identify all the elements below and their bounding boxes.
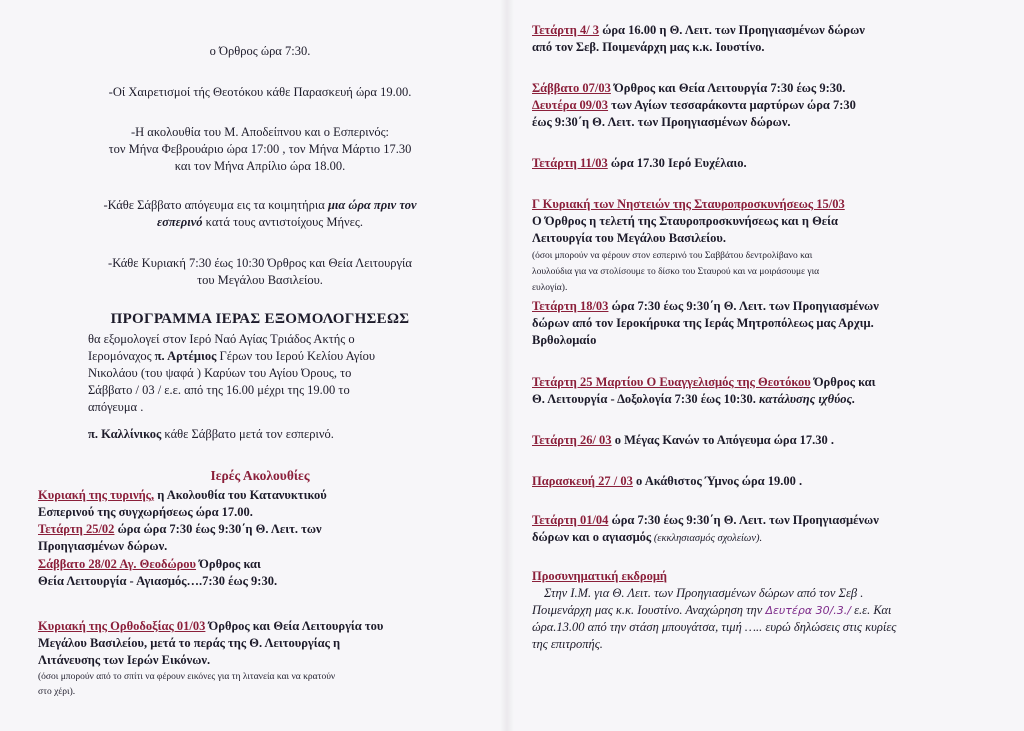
- confession-line-2: [88, 348, 375, 364]
- wed1103-line: [532, 155, 747, 171]
- wed2503-date: Τετάρτη 25 Μαρτίου Ο Ευαγγελισμός της Θεοτόκου: [532, 375, 811, 389]
- wed2502-date: Τετάρτη 25/02: [38, 522, 115, 536]
- wed2503-line-2: [532, 391, 855, 407]
- wed0403-text: ώρα 16.00 η Θ. Λειτ. των Προηγιασμένων δώρων: [599, 23, 865, 37]
- cemetery-line-2: [30, 214, 490, 230]
- sun1503-note-3: ευλογία).: [532, 283, 568, 293]
- confession-text-a: Ιερομόναχος: [88, 349, 155, 363]
- wed1803-line-2: δώρων από τον Ιεροκήρυκα της Ιεράς Μητροπόλεως μας Αρχιμ.: [532, 316, 874, 330]
- wed1103-date: Τετάρτη 11/03: [532, 156, 608, 170]
- orthros-line: ο Όρθρος ώρα 7:30.: [209, 44, 311, 58]
- sun1503-note-1: (όσοι μπορούν να φέρουν στον εσπερινό του Σαββάτου δεντρολίβανο και: [532, 251, 813, 261]
- trip-line-2: [532, 602, 891, 619]
- mon0903-text: των Αγίων τεσσαράκοντα μαρτύρων ώρα 7:30: [608, 98, 856, 112]
- cemetery-line-1: [30, 197, 490, 213]
- tyrinis-line-1: [38, 487, 327, 503]
- wed2603-date: Τετάρτη 26/ 03: [532, 433, 612, 447]
- fri2703-date: Παρασκευή 27 / 03: [532, 474, 633, 488]
- wed2503-text-2: Θ. Λειτουργία - Δοξολογία 7:30 έως 10:30.: [532, 392, 759, 406]
- orthodoxy-note-2: στο χέρι).: [38, 687, 76, 697]
- mon0903-line-2: έως 9:30΄η Θ. Λειτ. των Προηγιασμένων δώρων.: [532, 115, 791, 129]
- wed2603-line: [532, 432, 834, 448]
- services-title: Ιερές Ακολουθίες: [210, 468, 310, 483]
- fri2703-text: ο Ακάθιστος Ύμνος ώρα 19.00 .: [632, 474, 803, 488]
- wed2502-line-1: [38, 521, 322, 537]
- trip-line-3: ώρα.13.00 από την στάση μπουγάτσα, τιμή ….. ευρώ δηλώσεις στις κυρίες: [532, 620, 897, 634]
- mon0903-date: Δευτέρα 09/03: [532, 98, 609, 112]
- orthodoxy-date: Κυριακή της Ορθοδοξίας 01/03: [38, 619, 206, 633]
- wed2502-text: ώρα ώρα 7:30 έως 9:30΄η Θ. Λειτ. των: [114, 522, 322, 536]
- kallinikos-text: κάθε Σάββατο μετά τον εσπερινό.: [161, 427, 334, 441]
- tyrinis-line-2: Εσπερινού της συγχωρήσεως ώρα 17.00.: [38, 505, 253, 519]
- wed0104-text-2: δώρων και ο αγιασμός: [532, 530, 652, 544]
- wed0104-line-1: [532, 512, 879, 528]
- kallinikos-line: [88, 426, 334, 442]
- wed0403-line-1: [532, 22, 865, 38]
- trip-line-4: της επιτροπής.: [532, 637, 603, 651]
- sat0703-text: Όρθρος και Θεία Λειτουργία 7:30 έως 9:30.: [610, 81, 846, 95]
- sun1503-line-1: Ο Όρθρος η τελετή της Σταυροπροσκυνήσεως και η Θεία: [532, 214, 838, 228]
- trip-text-a: Ποιμενάρχη μας κ.κ. Ιουστίνο. Αναχώρηση την: [532, 603, 766, 617]
- wed0104-line-2: [532, 529, 762, 547]
- sun1503-note-2: λουλούδια για να στολίσουμε το δίσκο του Σταυρού και να μοιράσουμε για: [532, 267, 820, 277]
- wed2502-line-2: Προηγιασμένων δώρων.: [38, 539, 168, 553]
- sat2802-date: Σάββατο 28/02 Αγ. Θεοδώρου: [38, 557, 197, 571]
- wed2503-fish: κατάλυσης ιχθύος.: [758, 392, 856, 406]
- confession-text-b: Γέρων του Ιερού Κελίου Αγίου: [216, 349, 376, 363]
- cemetery-text-d: κατά τους αντιστοίχους Μήνες.: [202, 215, 363, 229]
- confession-title: ΠΡΟΓΡΑΜΜΑ ΙΕΡΑΣ ΕΞΟΜΟΛΟΓΗΣΕΩΣ: [110, 311, 410, 327]
- sat0703-date: Σάββατο 07/03: [532, 81, 611, 95]
- confession-priest: π. Αρτέμιος: [154, 349, 217, 363]
- trip-text-b: ε.ε. Και: [850, 603, 892, 617]
- wed1103-text: ώρα 17.30 Ιερό Ευχέλαιο.: [607, 156, 747, 170]
- sat2802-line-1: [38, 556, 261, 572]
- chairetismoi-line: -Οί Χαιρετισμοί τής Θεοτόκου κάθε Παρασκευή ώρα 19.00.: [108, 85, 412, 99]
- trip-title: [532, 568, 667, 584]
- wed0104-schools: (εκκλησιασμός σχολείων).: [651, 533, 763, 544]
- sun1503-title: [532, 196, 845, 212]
- cemetery-text-b: μια ώρα πριν τον: [327, 198, 417, 212]
- confession-line-3: Νικολάου (του ψαφά ) Καρύων του Αγίου Όρους, το: [88, 366, 352, 380]
- sunday-line-2: του Μεγάλου Βασιλείου.: [197, 273, 323, 287]
- orthodoxy-line-2: Μεγάλου Βασιλείου, μετά το περάς της Θ. Λειτουργίας η: [38, 636, 341, 650]
- sat2802-text: Όρθρος και: [196, 557, 261, 571]
- cemetery-text-a: -Κάθε Σάββατο απόγευμα εις τα κοιμητήρια: [103, 198, 328, 212]
- cemetery-text-c: εσπερινό: [156, 215, 203, 229]
- wed1803-date: Τετάρτη 18/03: [532, 299, 609, 313]
- sat2802-line-2: Θεία Λειτουργία - Αγιασμός….7:30 έως 9:30.: [38, 574, 278, 588]
- sun1503-line-2: Λειτουργία του Μεγάλου Βασιλείου.: [532, 231, 726, 245]
- wed2603-text: ο Μέγας Κανών το Απόγευμα ώρα 17.30 .: [611, 433, 835, 447]
- wed1803-text: ώρα 7:30 έως 9:30΄η Θ. Λειτ. των Προηγιασμένων: [608, 299, 879, 313]
- apodeipno-line-2: τον Μήνα Φεβρουάριο ώρα 17:00 , τον Μήνα Μάρτιο 17.30: [108, 142, 412, 156]
- wed2503-text: Όρθρος και: [810, 375, 876, 389]
- kallinikos-name: π. Καλλίνικος: [88, 427, 162, 441]
- wed0403-line-2: από τον Σεβ. Ποιμενάρχη μας κ.κ. Ιουστίνο.: [532, 40, 765, 54]
- orthodoxy-text: Όρθρος και Θεία Λειτουργία του: [205, 619, 384, 633]
- sunday-line-1: -Κάθε Κυριακή 7:30 έως 10:30 Όρθρος και Θεία Λειτουργία: [108, 256, 412, 270]
- apodeipno-line-1: -Η ακολουθία του Μ. Αποδείπνου και ο Εσπερινός:: [130, 125, 389, 139]
- apodeipno-line-3: και τον Μήνα Απρίλιο ώρα 18.00.: [174, 159, 346, 173]
- trip-line-1: Στην Ι.Μ. για Θ. Λειτ. των Προηγιασμένων δώρων από τον Σεβ .: [544, 586, 864, 600]
- tyrinis-date: Κυριακή της τυρινής,: [38, 488, 155, 502]
- page-fold: [500, 0, 514, 731]
- trip-title-text: Προσυνηματική εκδρομή: [532, 569, 668, 583]
- sat0703-line: [532, 80, 845, 96]
- orthodoxy-line-3: Λιτάνευσης των Ιερών Εικόνων.: [38, 653, 211, 667]
- mon0903-line-1: [532, 97, 856, 113]
- wed0104-date: Τετάρτη 01/04: [532, 513, 609, 527]
- sun1503-date: Γ Κυριακή των Νηστειών της Σταυροπροσκυνήσεως 15/03: [532, 197, 845, 211]
- orthodoxy-note-1: (όσοι μπορούν από το σπίτι να φέρουν εικόνες για τη λιτανεία και να κρατούν: [38, 672, 336, 682]
- fri2703-line: [532, 473, 802, 489]
- tyrinis-text: η Ακολουθία του Κατανυκτικού: [154, 488, 327, 502]
- wed0104-text: ώρα 7:30 έως 9:30΄η Θ. Λειτ. των Προηγιασμένων: [608, 513, 879, 527]
- wed1803-line-3: Βρθολομαίο: [532, 333, 597, 347]
- wed0403-date: Τετάρτη 4/ 3: [532, 23, 600, 37]
- orthodoxy-line-1: [38, 618, 383, 634]
- wed1803-line-1: [532, 298, 879, 314]
- confession-line-5: απόγευμα .: [88, 400, 144, 414]
- confession-line-1: θα εξομολογεί στον Ιερό Ναό Αγίας Τριάδος Ακτής ο: [88, 332, 355, 346]
- wed2503-line-1: [532, 374, 876, 390]
- confession-line-4: Σάββατο / 03 / ε.ε. από της 16.00 μέχρι της 19.00 το: [88, 383, 350, 397]
- trip-handwritten-date: Δευτέρα 30/.3./: [765, 604, 851, 617]
